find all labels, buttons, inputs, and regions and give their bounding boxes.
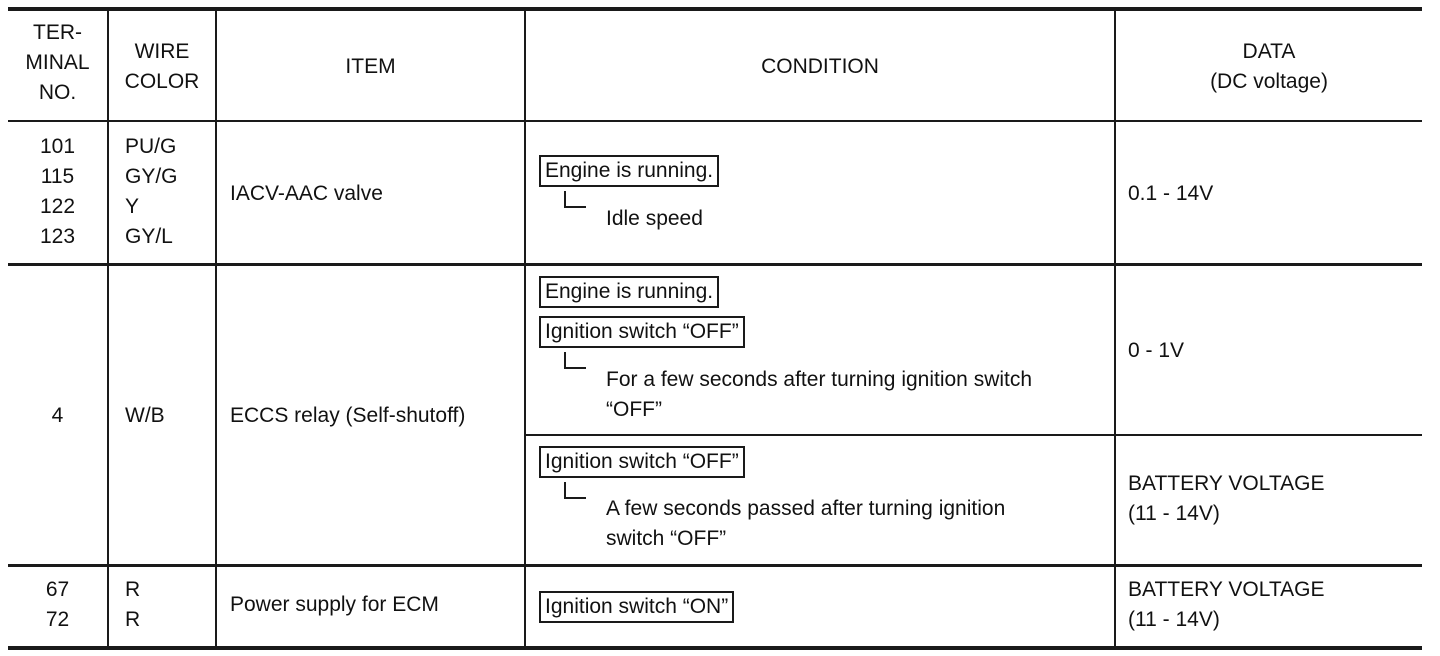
header-bottom-border [8, 120, 1422, 122]
sub-condition-connector [564, 352, 586, 369]
sub-condition-connector [564, 191, 586, 208]
column-divider [524, 9, 526, 648]
item-cell: IACV-AAC valve [230, 182, 383, 205]
sub-condition-connector [564, 482, 586, 499]
condition-box: Ignition switch “OFF” [539, 316, 745, 348]
condition-box: Engine is running. [539, 276, 719, 308]
header-data: DATA (DC voltage) [1210, 40, 1328, 93]
wire-color: W/B [125, 404, 165, 427]
table-top-border [8, 7, 1422, 11]
column-divider [215, 9, 217, 648]
header-condition: CONDITION [761, 55, 879, 78]
wire-colors: R R [125, 578, 141, 631]
item-cell: Power supply for ECM [230, 593, 439, 616]
sub-condition: Idle speed [606, 207, 703, 230]
column-divider [107, 9, 109, 648]
condition-box: Ignition switch “ON” [539, 591, 734, 623]
header-item: ITEM [345, 55, 396, 78]
data-cell: 0.1 - 14V [1128, 182, 1214, 205]
data-cell: BATTERY VOLTAGE (11 - 14V) [1128, 472, 1325, 525]
sub-condition: A few seconds passed after turning ignition switch “OFF” [606, 497, 1006, 550]
terminal-numbers: 101 115 122 123 [39, 135, 76, 248]
header-terminal: TER- MINAL NO. [25, 21, 90, 104]
subrow-divider [525, 434, 1422, 436]
header-wire-color: WIRE COLOR [124, 40, 200, 93]
table-bottom-border [8, 646, 1422, 650]
item-cell: ECCS relay (Self-shutoff) [230, 404, 466, 427]
terminal-numbers: 67 72 [45, 578, 70, 631]
wire-colors: PU/G GY/G Y GY/L [125, 135, 178, 248]
column-divider [1114, 9, 1116, 648]
data-cell: BATTERY VOLTAGE (11 - 14V) [1128, 578, 1325, 631]
row-divider [8, 263, 1422, 266]
condition-box: Engine is running. [539, 155, 719, 187]
terminal-number: 4 [51, 404, 64, 427]
data-cell: 0 - 1V [1128, 339, 1185, 362]
condition-box: Ignition switch “OFF” [539, 446, 745, 478]
sub-condition: For a few seconds after turning ignition switch “OFF” [606, 368, 1033, 421]
row-divider [8, 564, 1422, 567]
